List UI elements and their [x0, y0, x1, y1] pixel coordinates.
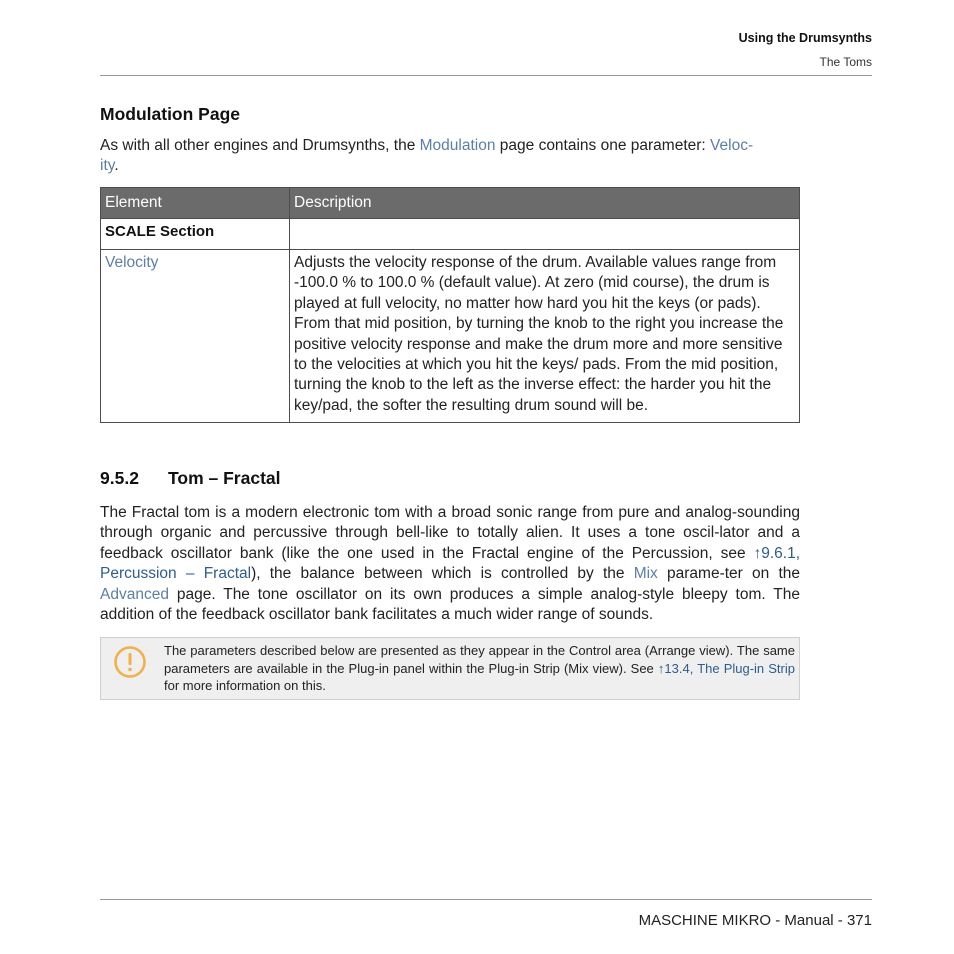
header-divider — [100, 75, 872, 76]
table-header-row — [101, 188, 800, 219]
table-cell-description: Adjusts the velocity response of the drum. Available values range from -100.0 % to 100.0 % (default value). At zero (mid course), the drum is played at full velocity, no matter how hard you hit the keys (or pads). From that mid position, by turning the knob to the right you increase the positive velocity response and make the drum more and more sensitive to the velocities at which you hit the keys/ pads. From the mid position, turning the knob to the left as the inverse effect: the harder you hit the key/pad, the softer the resulting drum sound will be. — [290, 250, 800, 423]
table-row — [101, 250, 800, 423]
table-header-element: Element — [101, 188, 290, 219]
intro-text-end: . — [114, 157, 119, 175]
note-text-2: for more information on this. — [164, 678, 326, 693]
advanced-link[interactable]: Advanced — [100, 585, 169, 603]
fractal-text-1: The Fractal tom is a modern electronic tom with a broad sonic range from pure and analog-sounding through organic and percussive through bell-like to totally alien. It uses a tone oscil-lator and a feedback oscillator bank (like the one used in the Fractal engine of the Percussion, see — [100, 504, 800, 562]
table-header-description: Description — [290, 188, 800, 219]
modulation-link[interactable]: Modulation — [419, 137, 496, 154]
fractal-text-4: page. The tone oscillator on its own produces a simple analog-style bleepy tom. The addition of the feedback oscillator bank facilitates a much wider range of sounds. — [100, 585, 800, 624]
exclamation-icon — [114, 646, 146, 678]
table-cell-element — [101, 250, 290, 423]
footer-divider — [100, 899, 872, 900]
table-section-cell — [101, 219, 290, 250]
note-text — [164, 642, 795, 695]
note-box — [100, 637, 800, 700]
velocity-link-part2[interactable]: ity — [100, 157, 115, 175]
section-title: Tom – Fractal — [168, 468, 281, 488]
fractal-description — [100, 503, 800, 625]
fractal-text-3: parame-ter on the — [657, 565, 800, 583]
intro-text: As with all other engines and Drumsynths, the — [100, 137, 420, 154]
section-number: 9.5.2 — [100, 468, 139, 488]
mix-link[interactable]: Mix — [633, 565, 658, 583]
modulation-heading: Modulation Page — [100, 104, 240, 124]
running-header-chapter: Using the Drumsynths — [738, 31, 872, 45]
note-text-1: The parameters described below are presented as they appear in the Control area (Arrange view). The same parameters are available in the Plug-in panel within the Plug-in Strip (Mix view). See — [164, 643, 795, 676]
table-section-row — [101, 219, 800, 250]
scale-section-label: SCALE Section — [105, 223, 215, 240]
plugin-strip-xref[interactable]: ↑13.4, The Plug-in Strip — [657, 660, 795, 676]
velocity-link-part1[interactable]: Veloc- — [710, 137, 754, 154]
section-heading — [100, 468, 281, 489]
parameter-table — [100, 187, 800, 423]
intro-text-middle: page contains one parameter: — [495, 137, 711, 154]
fractal-text-2: ), the balance between which is controlled by the — [251, 565, 634, 583]
running-header-section: The Toms — [819, 55, 872, 69]
page-footer: MASCHINE MIKRO - Manual - 371 — [638, 912, 872, 929]
table-section-empty-cell — [290, 219, 800, 250]
velocity-element-link[interactable]: Velocity — [105, 254, 159, 271]
modulation-intro — [100, 136, 800, 177]
percussion-fractal-xref[interactable]: ↑9.6.1, Percussion – Fractal — [100, 544, 800, 583]
